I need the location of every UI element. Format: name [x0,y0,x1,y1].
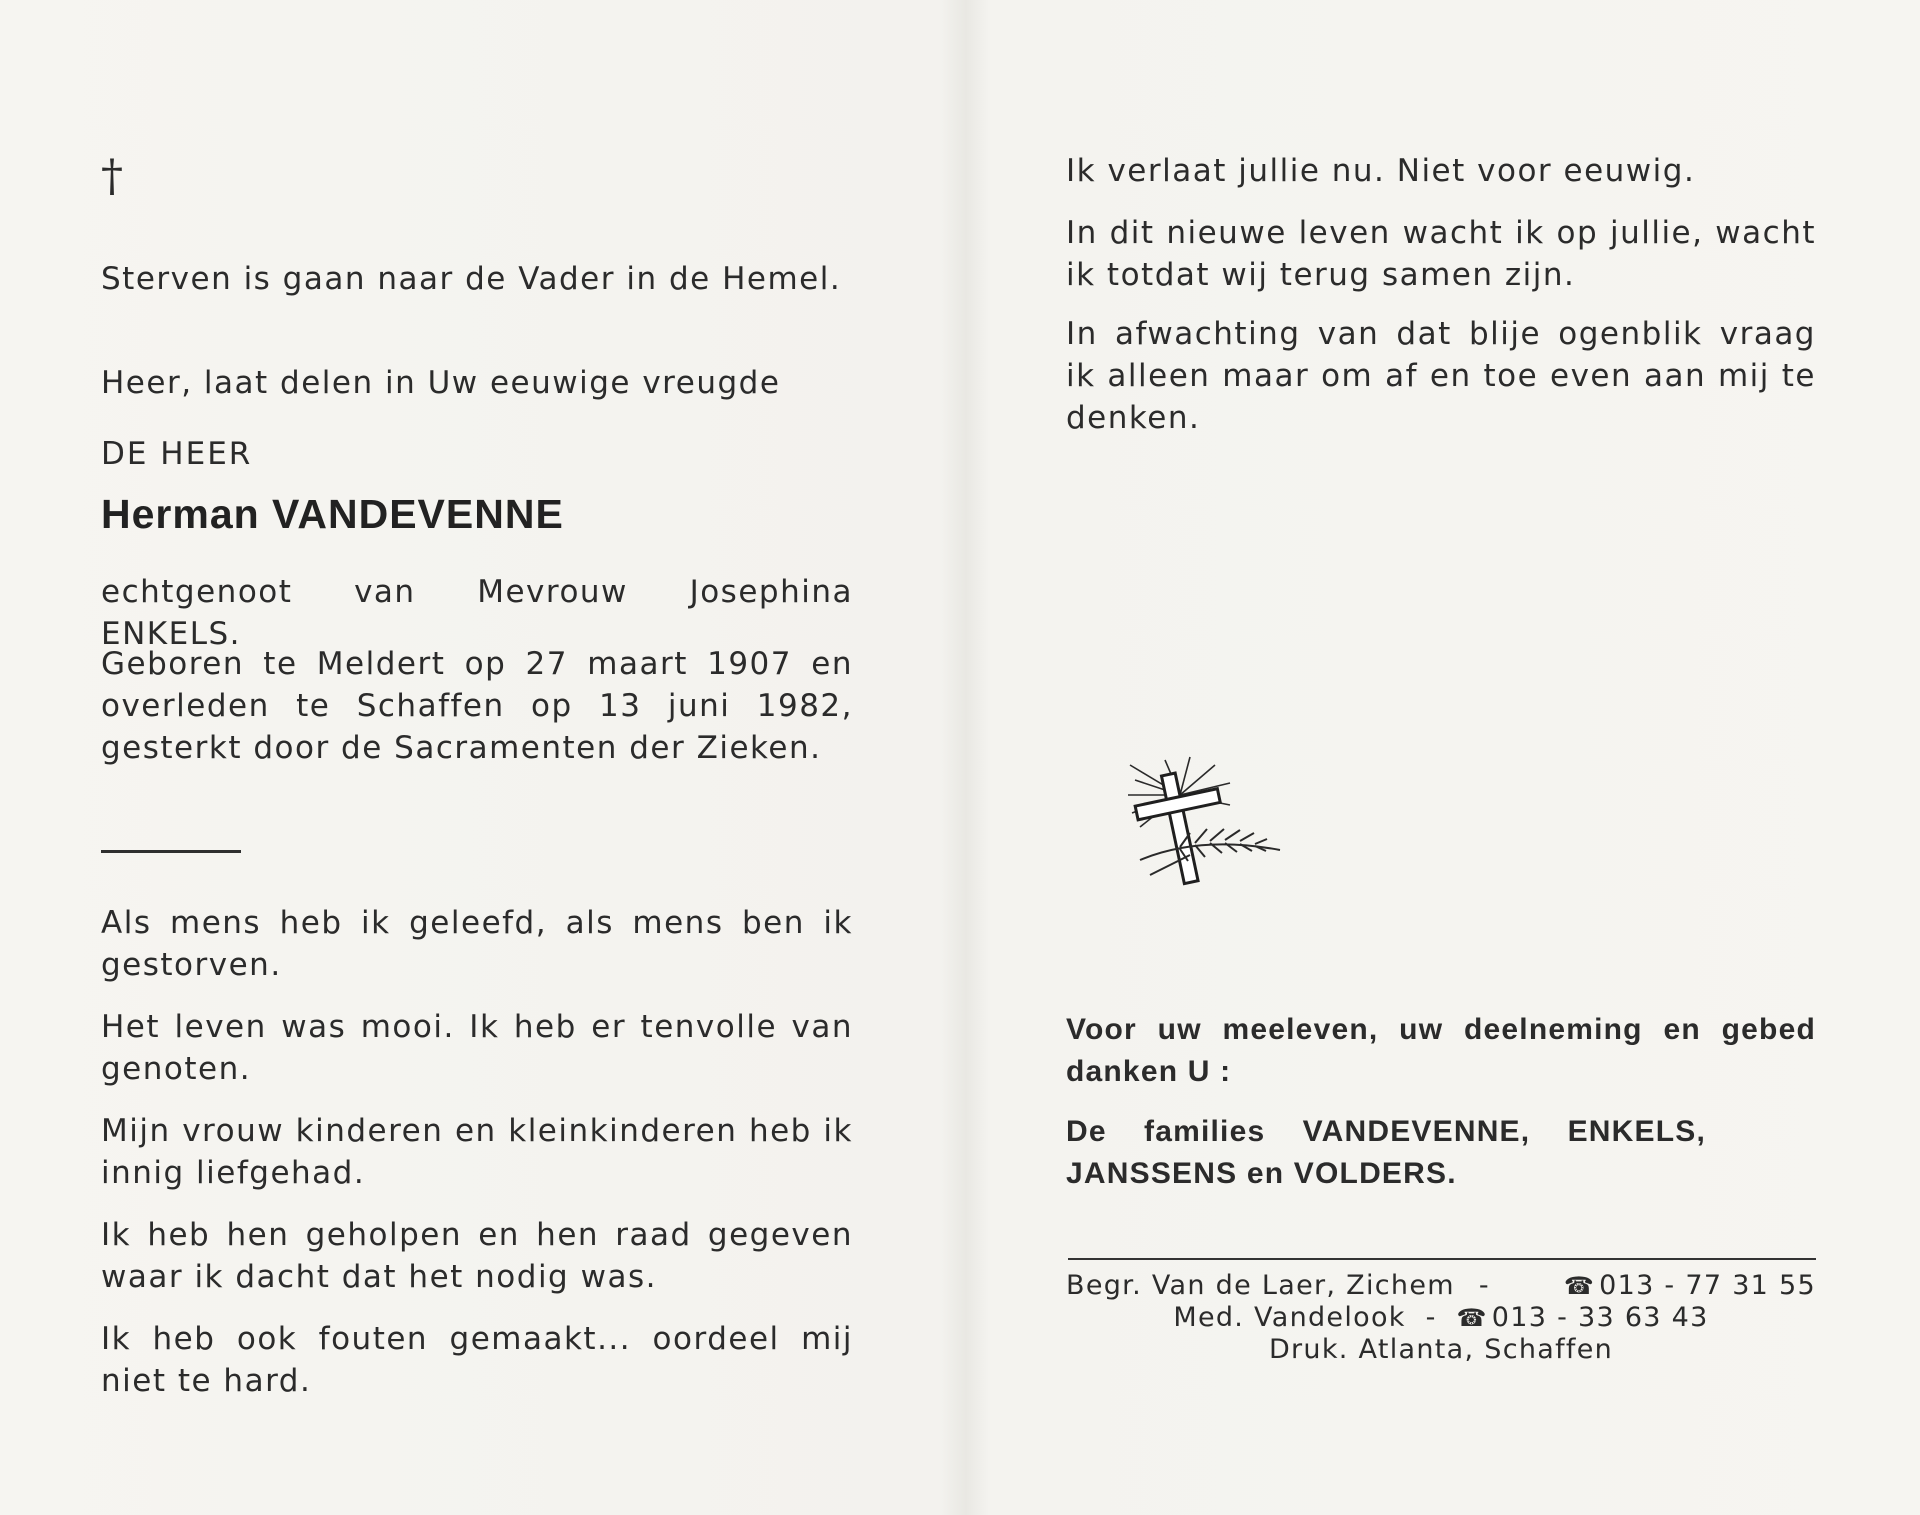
doctor-phone-number: 013 - 33 63 43 [1491,1302,1709,1333]
divider-line [101,850,241,853]
cross-palm-emblem-icon [1120,755,1290,895]
thanks-text: Voor uw meeleven, uw deelneming en gebed danken U : [1066,1013,1816,1088]
separator: - [1478,1270,1490,1301]
deceased-name: Herman VANDEVENNE [101,491,564,537]
verse-1: Ik verlaat jullie nu. Niet voor eeuwig. [1066,153,1696,189]
undertaker-phone [1564,1270,1816,1302]
credits-divider [1068,1258,1816,1260]
poem-stanza-3: Mijn vrouw kinderen en kleinkinderen heb ik innig liefgehad. [101,1113,853,1191]
phone-icon: ☎ [1563,1272,1596,1300]
title-de-heer: DE HEER [101,436,253,472]
families-text: De families VANDEVENNE, ENKELS, JANSSENS en VOLDERS. [1066,1115,1706,1190]
prayer-line: Heer, laat delen in Uw eeuwige vreugde [101,365,781,401]
poem-stanza-5: Ik heb ook fouten gemaakt... oordeel mij niet te hard. [101,1321,853,1399]
separator: - [1425,1302,1437,1333]
birth-death-paragraph: Geboren te Meldert op 27 maart 1907 en overleden te Schaffen op 13 juni 1982, gesterkt door de Sacramenten der Zieken. [101,646,853,766]
spouse-line: echtgenoot van Mevrouw Josephina ENKELS. [101,574,853,652]
phone-icon: ☎ [1456,1304,1488,1332]
poem-stanza-1: Als mens heb ik geleefd, als mens ben ik gestorven. [101,905,853,983]
poem-stanza-4: Ik heb hen geholpen en hen raad gegeven waar ik dacht dat het nodig was. [101,1217,853,1295]
cross-icon: † [101,151,123,202]
verse-2: In dit nieuwe leven wacht ik op jullie, wacht ik totdat wij terug samen zijn. [1066,215,1816,293]
verse-3: In afwachting van dat blije ogenblik vraag ik alleen maar om af en toe even aan mij te denken. [1066,316,1816,436]
undertaker-phone-number: 013 - 77 31 55 [1599,1270,1816,1301]
opening-line: Sterven is gaan naar de Vader in de Hemel. [101,261,842,297]
doctor-name: Med. Vandelook [1173,1302,1406,1333]
poem-stanza-2: Het leven was mooi. Ik heb er tenvolle van genoten. [101,1009,853,1087]
undertaker-name: Begr. Van de Laer, Zichem [1066,1270,1455,1301]
printer-line: Druk. Atlanta, Schaffen [1268,1334,1614,1365]
undertaker-line [1066,1270,1816,1302]
credits-block [1066,1270,1816,1366]
doctor-line [1066,1302,1816,1334]
